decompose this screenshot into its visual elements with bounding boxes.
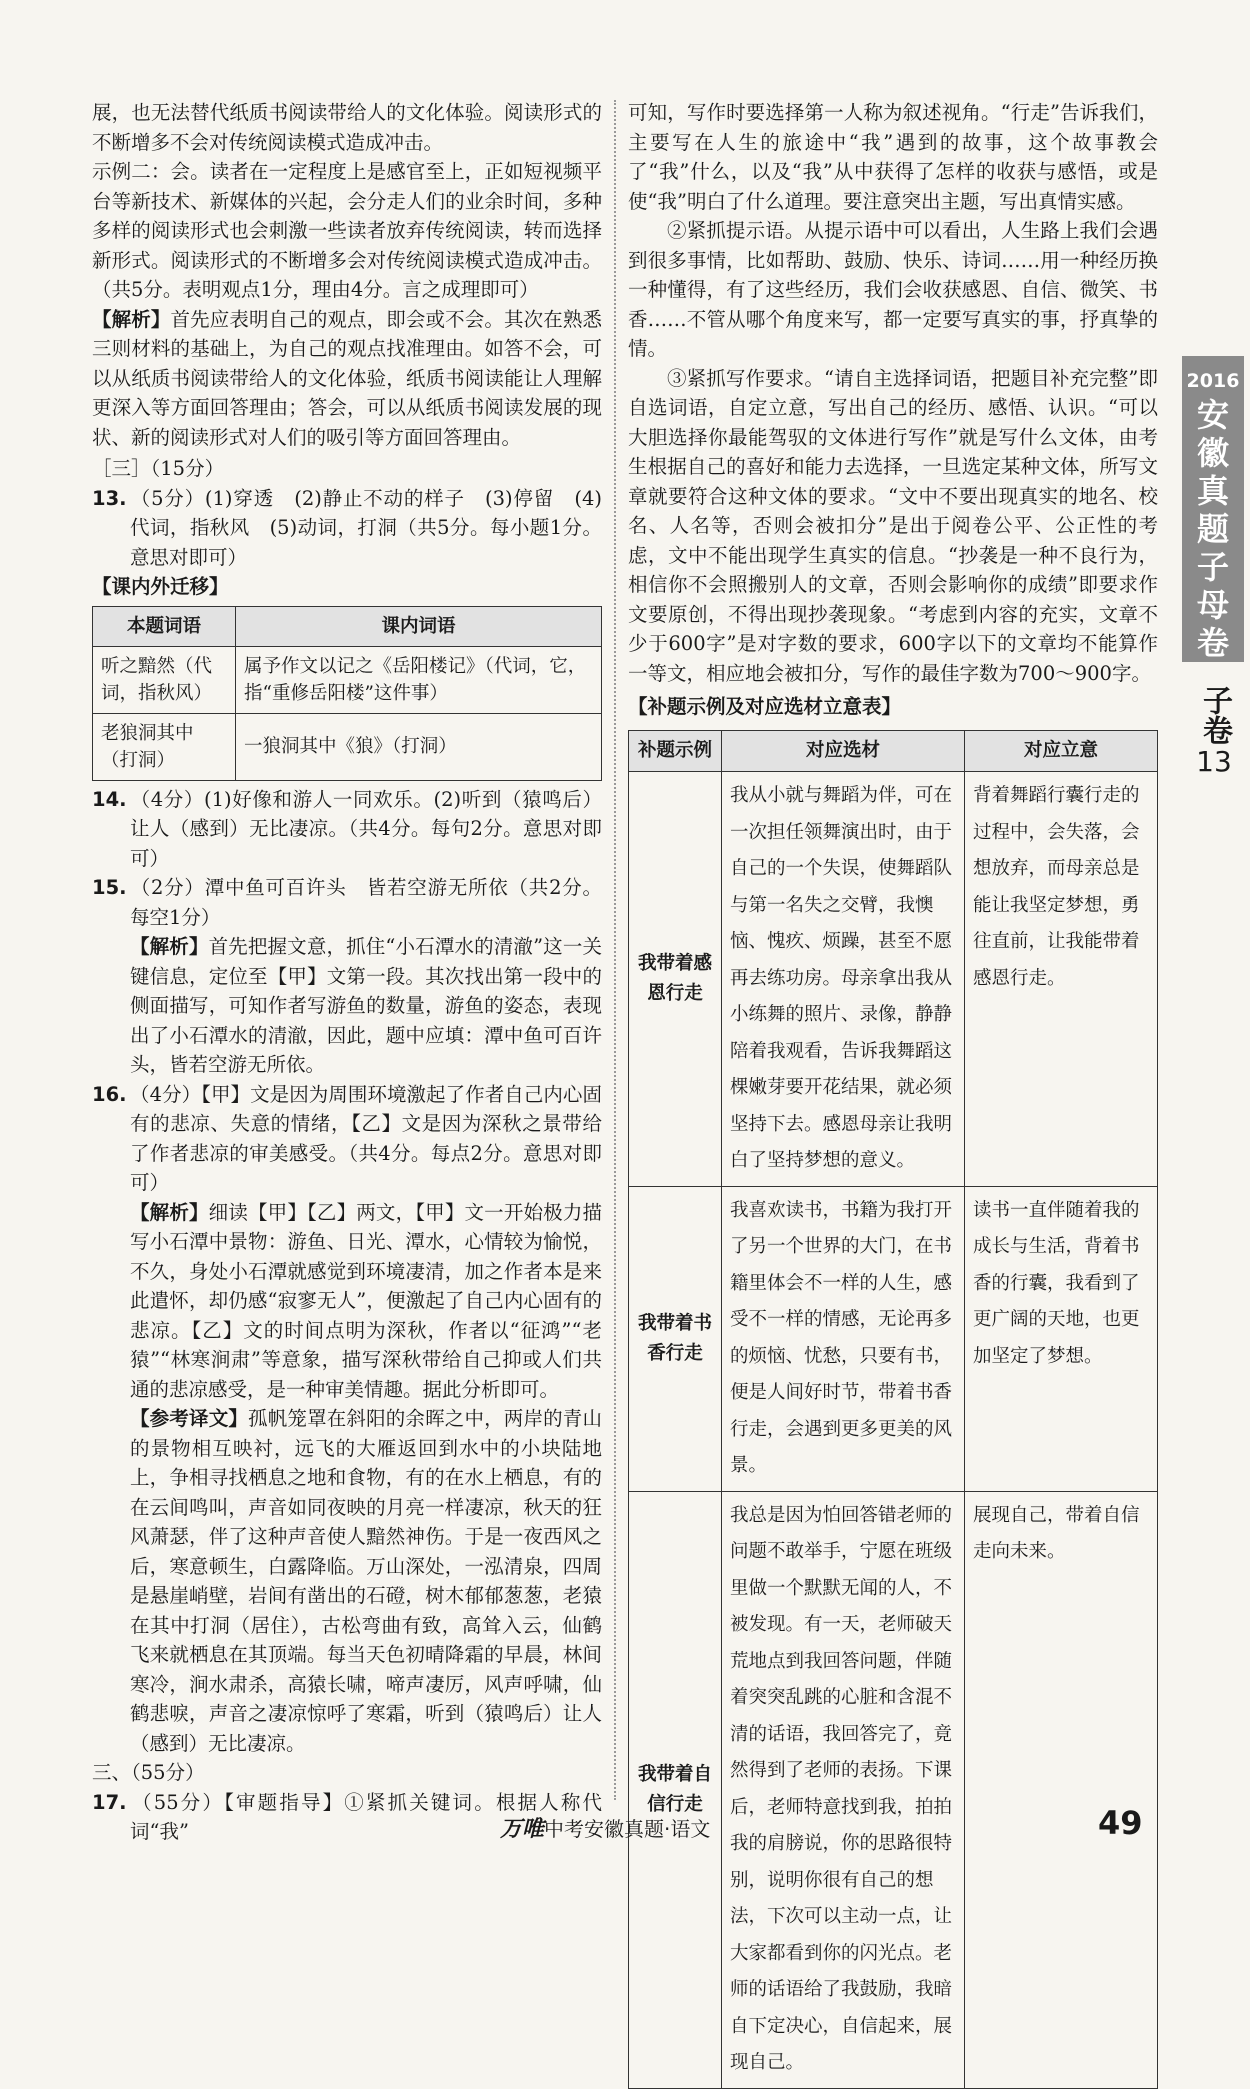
material-cell: 我喜欢读书，书籍为我打开了另一个世界的大门，在书籍里体会不一样的人生，感受不一样的情感，无论再多的烦恼、忧愁，只要有书，便是人间好时节，带着书香行走，会遇到更多更美的风景。	[722, 1186, 965, 1491]
writing-guide-para2: ②紧抓提示语。从提示语中可以看出，人生路上我们会遇到很多事情，比如帮助、鼓励、快乐、诗词……用一种经历换一种懂得，有了这些经历，我们会收获感恩、自信、微笑、书香……不管从哪个角度来写，都一定要写真实的事，抒真挚的情。	[628, 219, 1158, 360]
answer-12-example2: 示例二：会。读者在一定程度上是感官至上，正如短视频平台等新技术、新媒体的兴起，会分走人们的业余时间，多种多样的阅读形式也会刺激一些读者放弃传统阅读，转而选择新形式。阅读形式的不断增多会对传统阅读模式造成冲击。（共5分。表明观点1分，理由4分。言之成理即可）	[92, 160, 602, 301]
side-subtab	[1186, 685, 1242, 778]
analysis-tag: 【解析】	[130, 1200, 209, 1224]
material-cell: 我总是因为怕回答错老师的问题不敢举手，宁愿在班级里做一个默默无闻的人，不被发现。有一天，老师破天荒地点到我回答问题，伴随着突突乱跳的心脏和含混不清的话语，我回答完了，竟然得到了老师的表扬。下课后，老师特意找到我，拍拍我的肩膀说，你的思路很特别，说明你很有自己的想法，下次可以主动一点，让大家都看到你的闪光点。老师的话语给了我鼓励，我暗自下定决心，自信起来，展现自己。	[722, 1491, 965, 2088]
idea-cell: 展现自己，带着自信走向未来。	[965, 1491, 1158, 2088]
example-topic-table	[628, 730, 1158, 2089]
material-cell: 我从小就与舞蹈为伴，可在一次担任领舞演出时，由于自己的一个失误，使舞蹈队与第一名失之交臂，我懊恼、愧疚、烦躁，甚至不愿再去练功房。母亲拿出我从小练舞的照片、录像，静静陪着我观看，告诉我舞蹈这棵嫩芽要开花结果，就必须坚持下去。感恩母亲让我明白了坚持梦想的意义。	[722, 772, 965, 1187]
page-number: 49	[1098, 1804, 1143, 1842]
table-cell: 老狼洞其中（打洞）	[93, 713, 236, 780]
column-divider	[614, 100, 616, 1800]
side-subtab-number: 13	[1196, 745, 1232, 778]
section-3-heading: ［三］（15分）	[92, 457, 225, 480]
left-column	[92, 98, 602, 1847]
side-subtab-label: 子卷	[1197, 685, 1232, 745]
section-san-heading: 三、（55分）	[92, 1761, 205, 1784]
transfer-title: 【课内外迁移】	[92, 575, 229, 598]
table-cell: 听之黯然（代词，指秋风）	[93, 646, 236, 713]
footer-brand	[500, 1812, 710, 1843]
answer-14: 14. （4分）(1)好像和游人一同欢乐。(2)听到（猿鸣后）让人（感到）无比凄凉。（共4分。每句2分。意思对即可）	[92, 785, 602, 874]
table-header: 补题示例	[629, 730, 722, 772]
table-cell: 属予作文以记之《岳阳楼记》（代词，它，指“重修岳阳楼”这件事）	[236, 646, 602, 713]
idea-cell: 读书一直伴随着我的成长与生活，背着书香的行囊，我看到了更广阔的天地，也更加坚定了梦想。	[965, 1186, 1158, 1491]
table-row	[93, 713, 602, 780]
topic-cell: 我带着感恩行走	[629, 772, 722, 1187]
analysis-12: 【解析】首先应表明自己的观点，即会或不会。其次在熟悉三则材料的基础上，为自己的观点找准理由。如答不会，可以从纸质书阅读带给人的文化体验，纸质书阅读能让人理解更深入等方面回答理由；答会，可以从纸质书阅读发展的现状、新的阅读形式对人们的吸引等方面回答理由。	[92, 307, 602, 449]
idea-cell: 背着舞蹈行囊行走的过程中，会失落，会想放弃，而母亲总是能让我坚定梦想，勇往直前，让我能带着感恩行走。	[965, 772, 1158, 1187]
reference-translation: 孤帆笼罩在斜阳的余晖之中，两岸的青山的景物相互映衬，远飞的大雁返回到水中的小块陆地上，争相寻找栖息之地和食物，有的在水上栖息，有的在云间鸣叫，声音如同夜映的月亮一样凄凉，秋天的狂风萧瑟，伴了这种声音使人黯然神伤。于是一夜西风之后，寒意顿生，白露降临。万山深处，一泓清泉，四周是悬崖峭壁，岩间有凿出的石磴，树木郁郁葱葱，老猿在其中打洞（居住），古松弯曲有致，高耸入云，仙鹤飞来就栖息在其顶端。每当天色初晴降霜的早晨，林间寒冷，涧水肃杀，高猿长啸，啼声凄厉，风声呼啸，仙鹤悲唳，声音之凄凉惊呼了寒霜，听到（猿鸣后）让人（感到）无比凄凉。	[130, 1407, 602, 1755]
analysis-tag: 【解析】	[130, 935, 209, 958]
table-header: 对应选材	[722, 730, 965, 772]
answer-17: 17. （55分）【审题指导】①紧抓关键词。根据人称代词“我”	[92, 1788, 602, 1847]
answer-15: 15. （2分）潭中鱼可百许头 皆若空游无所依（共2分。每空1分） 【解析】首先把握文意，抓住“小石潭水的清澈”这一关键信息，定位至【甲】文第一段。其次找出第一段中的侧面描写，可知作者写游鱼的数量，游鱼的姿态，表现出了小石潭水的清澈，因此，题中应填：潭中鱼可百许头，皆若空游无所依。	[92, 873, 602, 1080]
side-tab	[1182, 356, 1244, 662]
question-number: 15.	[92, 876, 127, 899]
right-column	[628, 98, 1158, 2089]
table-cell: 一狼洞其中《狼》（打洞）	[236, 713, 602, 780]
question-number: 17.	[92, 1790, 127, 1814]
page-footer	[0, 1804, 1250, 1842]
translation-tag: 【参考译文】	[130, 1407, 249, 1430]
table-header: 本题词语	[93, 606, 236, 646]
vocab-transfer-table	[92, 606, 602, 781]
table-header: 对应立意	[965, 730, 1158, 772]
topic-cell: 我带着自信行走	[629, 1491, 722, 2088]
table-row	[93, 646, 602, 713]
answer-13: 13. （5分）(1)穿透 (2)静止不动的样子 (3)停留 (4)代词，指秋风 (5)动词，打洞（共5分。每小题1分。意思对即可）	[92, 484, 602, 573]
side-tab-title: 安 徽 真 题 子 母 卷	[1196, 396, 1229, 662]
topic-cell: 我带着书香行走	[629, 1186, 722, 1491]
side-tab-year: 2016	[1186, 370, 1240, 392]
footer-book-title: 中考安徽真题·语文	[544, 1817, 711, 1841]
writing-guide-para3: ③紧抓写作要求。“请自主选择词语，把题目补充完整”即自选词语，自定立意，写出自己的经历、感悟、认识。“可以大胆选择你最能驾驭的文体进行写作”就是写什么文体，由考生根据自己的喜好和能力去选择，一旦选定某种文体，所写文章就要符合这种文体的要求。“文中不要出现真实的地名、校名、人名等，否则会被扣分”是出于阅卷公平、公正性的考虑，文中不能出现学生真实的信息。“抄袭是一种不良行为，相信你不会照搬别人的文章，否则会影响你的成绩”即要求作文要原创，不得出现抄袭现象。“考虑到内容的充实，文章不少于600字”是对字数的要求，600字以下的文章均不能算作一等文，相应地会被扣分，写作的最佳字数为700～900字。	[628, 366, 1158, 685]
answer-16: 16. （4分）【甲】文是因为周围环境激起了作者自己内心固有的悲凉、失意的情绪，【乙】文是因为深秋之景带给了作者悲凉的审美感受。（共4分。每点2分。意思对即可） 【解析】细读【甲】【乙】两文，【甲】文一开始极力描写小石潭中景物：游鱼、日光、潭水，心情较为愉悦，不久，身处小石潭就感觉到环境凄清，加之作者本是来此遣怀，却仍感“寂寥无人”，便激起了自己内心固有的悲凉。【乙】文的时间点明为深秋，作者以“征鸿”“老猿”“林寒涧肃”等意象，描写深秋带给自己抑或人们共通的悲凉感受，是一种审美情趣。据此分析即可。 【参考译文】孤帆笼罩在斜阳的余晖之中，两岸的青山的景物相互映衬，远飞的大雁返回到水中的小块陆地上，争相寻找栖息之地和食物，有的在水上栖息，有的在云间鸣叫，声音如同夜映的月亮一样凄凉，秋天的狂风萧瑟，伴了这种声音使人黯然神伤。于是一夜西风之后，寒意顿生，白露降临。万山深处，一泓清泉，四周是悬崖峭壁，岩间有凿出的石磴，树木郁郁葱葱，老猿在其中打洞（居住），古松弯曲有致，高耸入云，仙鹤飞来就栖息在其顶端。每当天色初晴降霜的早晨，林间寒冷，涧水肃杀，高猿长啸，啼声凄厉，风声呼啸，仙鹤悲唳，声音之凄凉惊呼了寒霜，听到（猿鸣后）让人（感到）无比凄凉。	[92, 1080, 602, 1759]
example-table-title: 【补题示例及对应选材立意表】	[628, 695, 902, 718]
writing-guide-para1: 可知，写作时要选择第一人称为叙述视角。“行走”告诉我们，主要写在人生的旅途中“我”遇到的故事，这个故事教会了“我”什么，以及“我”从中获得了怎样的收获与感悟，或是使“我”明白了什么道理。要注意突出主题，写出真情实感。	[628, 101, 1158, 213]
analysis-tag: 【解析】	[92, 307, 171, 331]
question-number: 14.	[92, 787, 127, 811]
brand-logo: 万唯	[500, 1817, 545, 1842]
answer-12-continued: 展，也无法替代纸质书阅读带给人的文化体验。阅读形式的不断增多不会对传统阅读模式造成冲击。	[92, 101, 602, 154]
question-number: 16.	[92, 1082, 127, 1106]
table-row	[629, 1491, 1158, 2088]
table-header: 课内词语	[236, 606, 602, 646]
table-row	[629, 1186, 1158, 1491]
question-number: 13.	[92, 486, 127, 510]
table-row	[629, 772, 1158, 1187]
